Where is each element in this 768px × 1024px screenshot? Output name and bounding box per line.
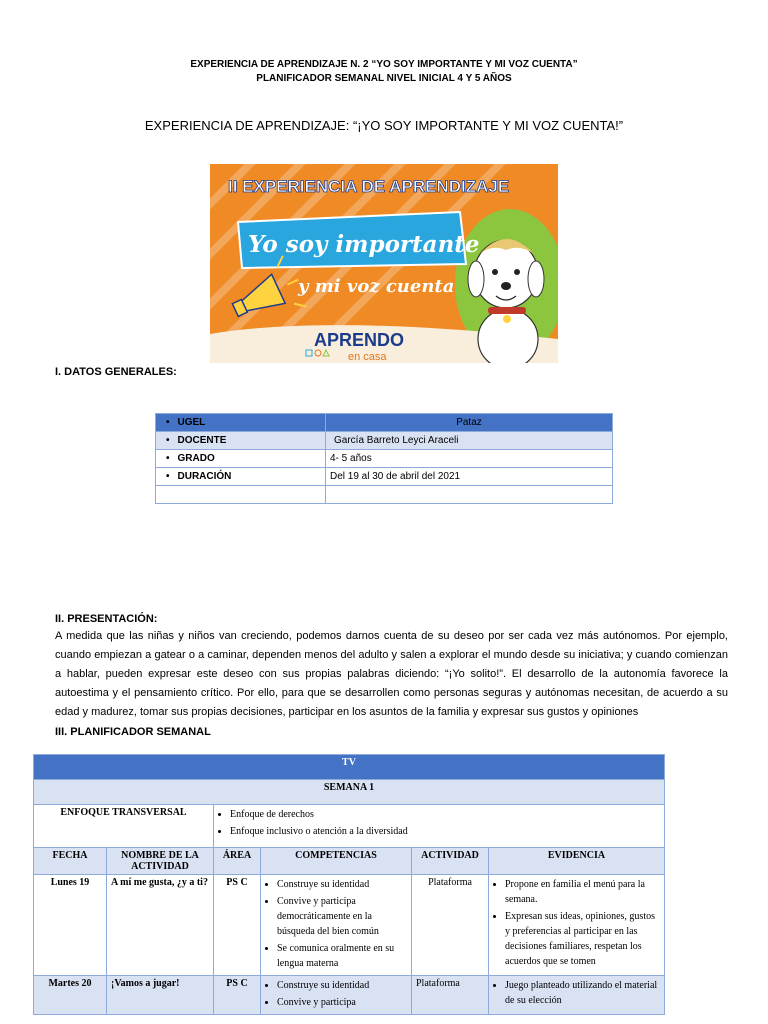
area-cell: PS C: [214, 976, 261, 1015]
nombre-cell: ¡Vamos a jugar!: [107, 976, 214, 1015]
fecha-cell: Martes 20: [34, 976, 107, 1015]
section-presentacion-heading: II. PRESENTACIÓN:: [55, 613, 158, 625]
banner-line1-text: Yo soy importante: [248, 231, 480, 258]
col-header: FECHA: [34, 848, 107, 875]
col-header: NOMBRE DE LA ACTIVIDAD: [107, 848, 214, 875]
section-datos-generales-heading: I. DATOS GENERALES:: [55, 366, 177, 378]
actividad-cell: Plataforma: [412, 976, 489, 1015]
list-item: • Construye su identidad: [277, 978, 407, 993]
list-item: • Convive y participa democráticamente en la búsqueda del bien común: [277, 894, 407, 939]
doc-header-line1: EXPERIENCIA DE APRENDIZAJE N. 2 “YO SOY IMPORTANTE Y MI VOZ CUENTA”: [190, 59, 578, 70]
col-header: COMPETENCIAS: [261, 848, 412, 875]
table-row: [34, 755, 665, 780]
evidencia-cell: [489, 976, 665, 1015]
enfoque-label: ENFOQUE TRANSVERSAL: [34, 805, 214, 848]
actividad-cell: Plataforma: [412, 875, 489, 976]
table-row: [156, 414, 613, 432]
table-row: [156, 450, 613, 468]
presentacion-paragraph: A medida que las niñas y niños van creciendo, podemos darnos cuenta de su deseo por ser cada vez más autónomos. Por ejemplo, cuando empiezan a gatear o a caminar, dependen menos del adulto y salen a explorar el mundo desde su iniciativa; y cuando comienzan a hablar, pueden expresar este deseo con sus propias palabras diciendo: “¡Yo solito!”. El desarrollo de la autonomía favorece la autoestima y el pensamiento crítico. Por ello, para que se desarrollen como personas seguras y autónomas necesitan, de acuerdo a su edad y madurez, tomar sus propias decisiones, participar en los asuntos de la familia y expresar sus gustos y opiniones: [55, 630, 728, 718]
list-item: • Construye su identidad: [277, 877, 407, 892]
table-row: [34, 805, 665, 848]
list-item: • Juego planteado utilizando el material de su elección: [505, 978, 660, 1008]
datos-key: • GRADO: [160, 453, 215, 464]
datos-value: 4- 5 años: [326, 450, 613, 468]
competencias-cell: [261, 976, 412, 1015]
planner-table: [33, 754, 665, 1015]
datos-key: • DOCENTE: [160, 435, 226, 446]
col-header: EVIDENCIA: [489, 848, 665, 875]
main-title: EXPERIENCIA DE APRENDIZAJE: “¡YO SOY IMPORTANTE Y MI VOZ CUENTA!”: [144, 118, 624, 133]
semana-header: SEMANA 1: [34, 780, 665, 805]
datos-generales-table: [155, 413, 613, 504]
banner-line2-text: y mi voz cuenta: [298, 276, 455, 297]
competencias-cell: [261, 875, 412, 976]
datos-value: Del 19 al 30 de abril del 2021: [326, 468, 613, 486]
list-item: • Enfoque de derechos: [230, 807, 660, 822]
banner-image: [210, 164, 558, 363]
datos-value: Pataz: [326, 414, 613, 432]
list-item: • Convive y participa: [277, 995, 407, 1010]
datos-value: García Barreto Leyci Araceli: [326, 432, 613, 450]
table-row: [156, 432, 613, 450]
area-cell: PS C: [214, 875, 261, 976]
list-item: • Propone en familia el menú para la semana.: [505, 877, 660, 907]
datos-key: • DURACIÓN: [160, 471, 231, 482]
col-header: ACTIVIDAD: [412, 848, 489, 875]
enfoques-cell: [214, 805, 665, 848]
table-row: [34, 848, 665, 875]
list-item: • Enfoque inclusivo o atención a la diversidad: [230, 824, 660, 839]
table-row: [34, 875, 665, 976]
doc-header-line2: PLANIFICADOR SEMANAL NIVEL INICIAL 4 Y 5 AÑOS: [256, 73, 512, 84]
banner-brand-sub: en casa: [348, 351, 387, 363]
col-header: ÁREA: [214, 848, 261, 875]
banner-brand: APRENDO: [314, 330, 405, 350]
table-row: [34, 976, 665, 1015]
tv-header: TV: [34, 755, 665, 780]
datos-key: • UGEL: [160, 417, 205, 428]
section-planificador-heading: III. PLANIFICADOR SEMANAL: [55, 726, 211, 738]
table-row: [156, 486, 613, 504]
evidencia-cell: [489, 875, 665, 976]
table-row: [156, 468, 613, 486]
nombre-cell: A mí me gusta, ¿y a ti?: [107, 875, 214, 976]
list-item: • Se comunica oralmente en su lengua materna: [277, 941, 407, 971]
banner-top-text: II EXPERIENCIA DE APRENDIZAJE: [228, 177, 510, 196]
table-row: [34, 780, 665, 805]
fecha-cell: Lunes 19: [34, 875, 107, 976]
list-item: • Expresan sus ideas, opiniones, gustos y preferencias al participar en las decisiones familiares, respetan los acuerdos que se tomen: [505, 909, 660, 969]
